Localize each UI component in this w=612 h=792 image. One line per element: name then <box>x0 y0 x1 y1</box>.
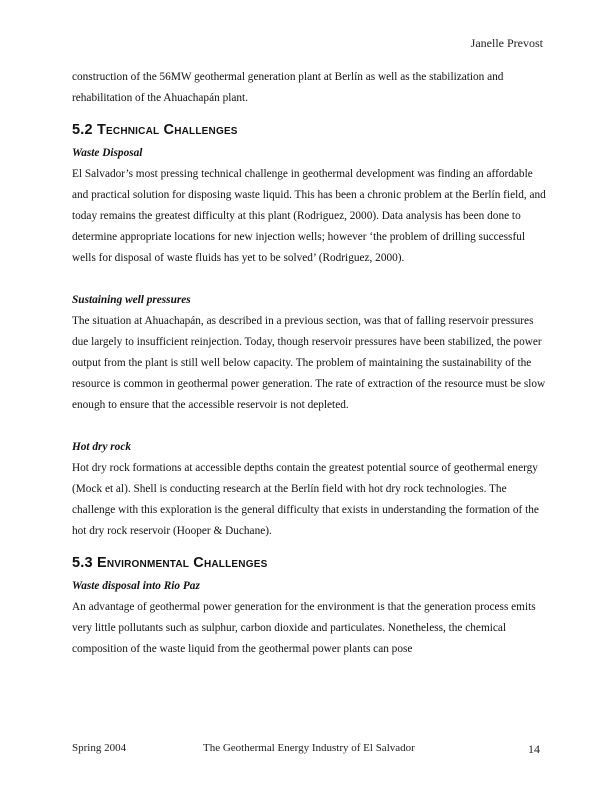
paragraph-spacer <box>72 269 550 290</box>
subsection-title-waste-disposal: Waste Disposal <box>72 147 143 159</box>
footer-date: Spring 2004 <box>72 742 127 754</box>
footer-document-title: The Geothermal Energy Industry of El Salvador <box>203 742 415 754</box>
section-heading-technical-challenges: 5.2 Technical Challenges <box>72 122 238 138</box>
page-content <box>72 67 550 660</box>
subsection-title-waste-disposal-rio-paz: Waste disposal into Rio Paz <box>72 580 200 592</box>
subsection-title-sustaining-well-pressures: Sustaining well pressures <box>72 294 191 306</box>
page-footer <box>72 742 540 758</box>
paragraph-hot-dry-rock: Hot dry rock formations at accessible depths contain the greatest potential source of geothermal energy (Mock et al). Shell is conducting research at the Berlín field with hot dry rock technologies. The challenge with this exploration is the general difficulty that exists in understanding the formation of the hot dry rock reservoir (Hooper & Duchane). <box>72 462 539 537</box>
section-heading-environmental-challenges: 5.3 Environmental Challenges <box>72 555 268 571</box>
footer-page-number: 14 <box>528 742 540 756</box>
subsection-title-hot-dry-rock: Hot dry rock <box>72 441 131 453</box>
running-header-author: Janelle Prevost <box>470 36 543 50</box>
paragraph-spacer <box>72 416 550 437</box>
paragraph-waste-disposal: El Salvador’s most pressing technical challenge in geothermal development was finding an affordable and practical solution for disposing waste liquid. This has been a chronic problem at the Berlín field, and today remains the greatest difficulty at this plant (Rodriguez, 2000). Data analysis has been done to determine appropriate locations for new injection wells; however ‘the problem of drilling successful wells for disposal of waste fluids has yet to be solved’ (Rodriguez, 2000). <box>72 168 546 264</box>
paragraph-sustaining-well-pressures: The situation at Ahuachapán, as described in a previous section, was that of falling reservoir pressures due largely to insufficient reinjection. Today, though reservoir pressures have been stabilized, the power output from the plant is still well below capacity. The problem of maintaining the sustainability of the resource is common in geothermal power generation. The rate of extraction of the resource must be slow enough to ensure that the accessible reservoir is not depleted. <box>72 315 546 411</box>
paragraph-waste-disposal-rio-paz: An advantage of geothermal power generation for the environment is that the generation process emits very little pollutants such as sulphur, carbon dioxide and particulates. Nonetheless, the chemical composition of the waste liquid from the geothermal power plants can pose <box>72 601 536 655</box>
intro-paragraph: construction of the 56MW geothermal generation plant at Berlín as well as the stabilization and rehabilitation of the Ahuachapán plant. <box>72 71 504 104</box>
